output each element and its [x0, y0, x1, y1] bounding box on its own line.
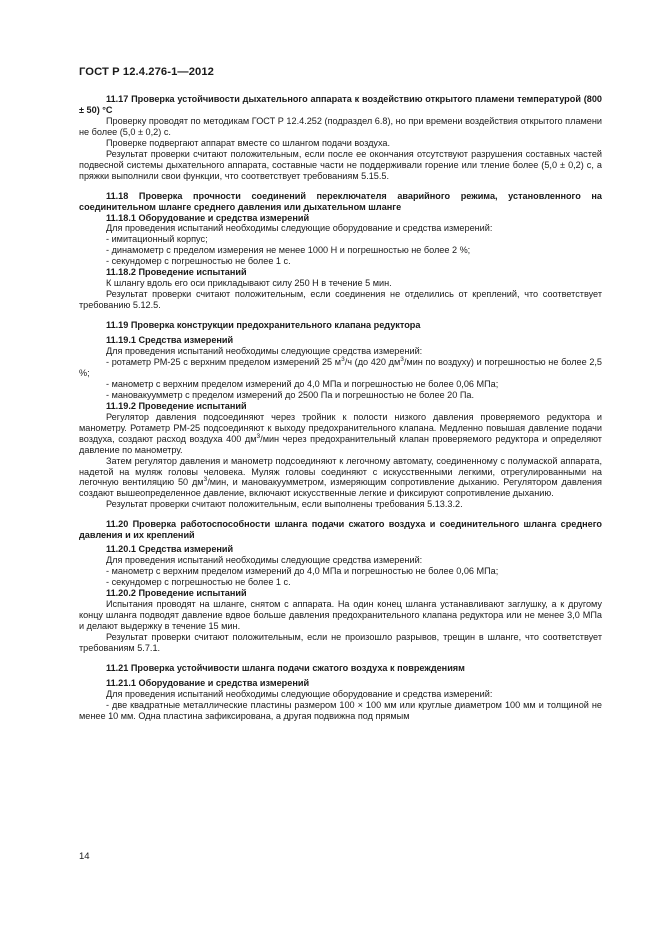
body-paragraph: Для проведения испытаний необходимы следующие средства измерений: — [106, 346, 423, 357]
body-paragraph: Для проведения испытаний необходимы следующие средства измерений: — [106, 555, 423, 566]
body-paragraph: - секундомер с погрешностью не более 1 с. — [106, 256, 291, 267]
subsection-heading: 11.18.1 Оборудование и средства измерений — [106, 212, 310, 223]
body-paragraph: Проверку проводят по методикам ГОСТ Р 12.4.252 (подраздел 6.8), но при времени воздействия открытого пламени не более (5,0 ± 0,2) с. — [79, 115, 602, 137]
body-paragraph: - ротаметр РМ-25 с верхним пределом измерений 25 $м^3/ч$ (до 420 $дм^3$/мин по воздуху) и погрешностью не более 2,5 %; — [79, 355, 603, 378]
body-paragraph: Результат проверки считают положительным, если после ее окончания отсутствуют разрушения составных частей подвесной системы дыхательного аппарата, составные части не поддерживали горение или тление более (5,0 ± 0,2) с, а пряжки выполнили свои функции, что соответствует требованиям 5.15.5. — [79, 148, 602, 181]
body-paragraph: Проверке подвергают аппарат вместе со шлангом подачи воздуха. — [106, 137, 391, 148]
subsection-heading: 11.21.1 Оборудование и средства измерений — [106, 677, 310, 688]
body-paragraph: К шлангу вдоль его оси прикладывают силу 250 Н в течение 5 мин. — [106, 278, 392, 289]
body-paragraph: Результат проверки считают положительным, если не произошло разрывов, трещин в шланге, что соответствует требованиям 5.7.1. — [79, 631, 602, 653]
body-paragraph: Для проведения испытаний необходимы следующие оборудование и средства измерений: — [106, 223, 493, 234]
subsection-heading: 11.20.2 Проведение испытаний — [106, 588, 247, 599]
section-heading: 11.20 Проверка работоспособности шланга подачи сжатого воздуха и соединительного шланга среднего давления и их креплений — [79, 519, 602, 541]
subsection-heading: 11.20.1 Средства измерений — [106, 544, 234, 555]
body-paragraph: Испытания проводят на шланге, снятом с аппарата. На один конец шланга устанавливают заглушку, а к другому концу шланга подводят давление вдвое больше давления предохранительного клапана редуктора или не менее 3,0 МПа и делают выдержку в течение 15 мин. — [79, 598, 602, 631]
body-paragraph: - имитационный корпус; — [106, 234, 208, 245]
page-number: 14 — [79, 851, 90, 862]
body-paragraph: Затем регулятор давления и манометр подсоединяют к легочному автомату, соединенному с полумаской аппарата, надетой на муляж головы человека. Муляж головы соединяют с искусственными легкими, отрегулированными на легочную вентиляцию 50 $дм^3$/мин, и мановакуумметром, измеряющим сопротивление дыханию. Регулятором давления создают вышеопределенное давление, включают искусственные легкие и фиксируют сопротивление дыханию. — [79, 455, 602, 499]
section-heading: 11.18 Проверка прочности соединений переключателя аварийного режима, установленного на соединительном шланге среднего давления или дыхательном шланге — [79, 190, 602, 212]
body-paragraph: - две квадратные металлические пластины размером 100 × 100 мм или круглые диаметром 100 мм и толщиной не менее 10 мм. Одна пластина зафиксирована, а другая подвижна под прямым — [79, 699, 602, 721]
document-code-header: ГОСТ Р 12.4.276-1—2012 — [79, 66, 214, 78]
body-paragraph: Регулятор давления подсоединяют через тройник к полости низкого давления проверяемого редуктора и манометру. Ротаметр РМ-25 подсоединяют к выходу предохранительного клапана. Медленно повышая давление подачи воздуха, создают расход воздуха 400 $дм^3$/мин через предохранительный клапан проверяемого редуктора и определяют давление по манометру. — [79, 411, 602, 455]
section-heading: 11.17 Проверка устойчивости дыхательного аппарата к воздействию открытого пламени температурой (800 ± 50) °С — [79, 94, 602, 115]
section-heading: 11.21 Проверка устойчивости шланга подачи сжатого воздуха к повреждениям — [106, 662, 465, 673]
body-paragraph: - секундомер с погрешностью не более 1 с. — [106, 577, 291, 588]
body-paragraph: Результат проверки считают положительным, если соединения не отделились от креплений, что соответствует требованию 5.12.5. — [79, 289, 602, 311]
subsection-heading: 11.19.1 Средства измерений — [106, 335, 234, 346]
superscript-three: 3 — [341, 355, 345, 363]
body-paragraph: Результат проверки считают положительным, если выполнены требования 5.13.3.2. — [106, 499, 463, 510]
superscript-three: 3 — [400, 355, 404, 363]
body-paragraph: - мановакуумметр с пределом измерений до 2500 Па и погрешностью не более 20 Па. — [106, 389, 475, 400]
body-paragraph: - манометр с верхним пределом измерений до 4,0 МПа и погрешностью не более 0,06 МПа; — [106, 378, 499, 389]
body-paragraph: Для проведения испытаний необходимы следующие оборудование и средства измерений: — [106, 688, 493, 699]
document-body — [79, 94, 602, 722]
subsection-heading: 11.18.2 Проведение испытаний — [106, 267, 247, 278]
superscript-three: 3 — [256, 432, 261, 440]
body-paragraph: - динамометр с пределом измерения не менее 1000 Н и погрешностью не более 2 %; — [106, 245, 471, 256]
superscript-three: 3 — [203, 476, 208, 484]
body-paragraph: - манометр с верхним пределом измерений до 4,0 МПа и погрешностью не более 0,06 МПа; — [106, 566, 499, 577]
section-heading: 11.19 Проверка конструкции предохранительного клапана редуктора — [106, 320, 421, 331]
subsection-heading: 11.19.2 Проведение испытаний — [106, 400, 247, 411]
